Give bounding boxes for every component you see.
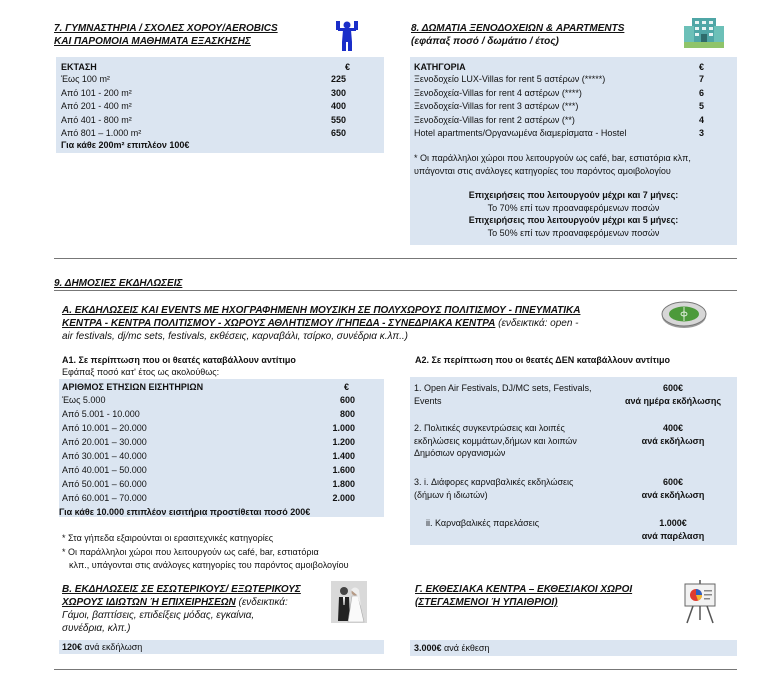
s9a-title-line1: Α. ΕΚΔΗΛΩΣΕΙΣ ΚΑΙ EVENTS ΜΕ ΗΧΟΓΡΑΦΗΜΕΝΗ ΜΟΥΣΙΚΗ ΣΕ ΠΟΛΥΧΩΡΟΥΣ ΠΟΛΙΤΙΣΜΟΥ - ΠΝΕΥΜΑΤΙΚΑ	[62, 305, 581, 316]
a2-item-label: (δήμων ή ιδιωτών)	[414, 489, 488, 500]
s9b-title-line2: ΧΩΡΟΥΣ ΙΔΙΩΤΩΝ Ή ΕΠΙΧΕΙΡΗΣΕΩΝ	[62, 597, 236, 608]
s9b-price-unit: ανά εκδήλωση	[82, 642, 143, 652]
row-label: Ξενοδοχεία-Villas for rent 2 αστέρων (**)	[414, 114, 575, 125]
row-value: 600	[339, 395, 355, 405]
s9c-title-line2: (ΣΤΕΓΑΣΜΕΝΟΙ Ή ΥΠΑΙΘΡΙΟΙ)	[415, 597, 558, 608]
divider	[54, 258, 737, 259]
a2-item-label: Δημόσιων οργανισμών	[414, 448, 506, 458]
row-label: Από 201 - 400 m²	[61, 101, 132, 112]
a2-item-2	[414, 422, 734, 460]
row-label: Ξενοδοχεία-Villas for rent 3 αστέρων (***)	[414, 101, 579, 112]
s9b-extra-line2: (ενδεικτικά:	[235, 597, 288, 608]
s9b-price	[62, 641, 142, 654]
a2-item-unit: ανά ημέρα εκδήλωσης	[624, 395, 722, 406]
a2-item-label: 2. Πολιτικές συγκεντρώσεις και λοιπές	[414, 423, 565, 433]
s9b-extra-line4: συνέδρια, κλπ.)	[62, 623, 131, 634]
table-row	[62, 478, 362, 491]
table-row	[62, 422, 362, 435]
s7-col-value: €	[345, 62, 351, 72]
row-value: 1.800	[332, 479, 355, 489]
s8-op7-text: Το 70% επί των προαναφερόμενων ποσών	[487, 202, 660, 213]
s9c-title	[415, 583, 632, 609]
a1-note2-line1: * Οι παράλληλοι χώροι που λειτουργούν ως café, bar, εστιατόρια	[62, 547, 319, 557]
row-label: Από 801 – 1.000 m²	[61, 128, 142, 139]
a2-item-price	[608, 422, 738, 447]
row-value: 6	[699, 87, 705, 98]
row-value: 400	[331, 101, 347, 112]
s9c-price	[414, 642, 489, 655]
a2-item-label: Events	[414, 395, 442, 406]
fitness-icon	[333, 18, 361, 52]
row-value: 550	[331, 114, 347, 125]
row-label: Από 30.001 – 40.000	[62, 451, 147, 461]
a1-note1: * Στα γήπεδα εξαιρούνται οι ερασιτεχνικές κατηγορίες	[62, 533, 274, 543]
s9b-title	[62, 583, 301, 635]
table-row	[414, 114, 714, 127]
row-label: Hotel apartments/Οργανωμένα διαμερίσματα - Hostel	[414, 128, 627, 139]
s9a-title-line3: air festivals, dj/mc sets, festivals, εκθέσεις, καρναβάλι, τσίρκο, συνέδρια κ.λπ..)	[62, 331, 408, 342]
a1-note2-line2: κλπ., υπάγονται στις ανάλογες κατηγορίες του παρόντος αμοιβολογίου	[69, 559, 349, 570]
a2-item-label: εκδηλώσεις κομμάτων,δήμων και λοιπών	[414, 435, 577, 446]
a1-title: Α1. Σε περίπτωση που οι θεατές καταβάλλουν αντίτιμο	[62, 355, 296, 365]
row-value: 800	[339, 409, 355, 419]
row-label: Ξενοδοχεία-Villas for rent 4 αστέρων (****)	[414, 87, 582, 98]
s8-op5-text: Το 50% επί των προαναφερόμενων ποσών	[487, 227, 660, 238]
a1-subtitle: Εφάπαξ ποσό κατ' έτος ως ακολούθως:	[62, 367, 220, 377]
table-row	[61, 73, 361, 86]
s9c-price-value: 3.000€	[414, 643, 442, 653]
row-value: 1.600	[332, 465, 355, 475]
table-row	[62, 464, 362, 477]
row-label: Από 60.001 – 70.000	[62, 493, 147, 503]
table-row	[414, 73, 714, 86]
row-value: 5	[699, 101, 705, 112]
s8-heading-line2: (εφάπαξ ποσό / δωμάτιο / έτος)	[411, 36, 559, 47]
s9b-title-line1: Β. ΕΚΔΗΛΩΣΕΙΣ ΣΕ ΕΣΩΤΕΡΙΚΟΥΣ/ ΕΞΩΤΕΡΙΚΟΥΣ	[62, 584, 301, 595]
a2-item-value: 600€	[662, 383, 684, 393]
row-value: 1.400	[332, 451, 355, 461]
a2-item-unit: ανά εκδήλωση	[641, 489, 705, 500]
s7-heading-line1: 7. ΓΥΜΝΑΣΤΗΡΙΑ / ΣΧΟΛΕΣ ΧΟΡΟΥ/AEROBICS	[54, 23, 278, 34]
table-row	[62, 408, 362, 421]
presentation-board-icon	[683, 580, 717, 624]
s9a-title	[62, 304, 580, 343]
a2-item-label: ii. Καρναβαλικές παρελάσεις	[426, 518, 540, 528]
a2-item-value: 400€	[662, 423, 684, 433]
a1-note2	[62, 546, 349, 571]
s8-op5-title: Επιχειρήσεις που λειτουργούν μέχρι και 5 μήνες:	[468, 215, 679, 225]
a2-title: Α2. Σε περίπτωση που οι θεατές ΔΕΝ καταβάλλουν αντίτιμο	[415, 355, 671, 365]
a2-item-price	[608, 517, 738, 542]
a2-item-unit: ανά εκδήλωση	[641, 435, 705, 446]
a2-item-unit: ανά παρέλαση	[641, 530, 705, 541]
row-value: 1.000	[332, 423, 355, 433]
stadium-icon	[660, 299, 708, 331]
row-value: 1.200	[332, 437, 355, 447]
s8-note-line1: * Οι παράλληλοι χώροι που λειτουργούν ως café, bar, εστιατόρια κλπ,	[414, 153, 691, 163]
row-label: Από 5.001 - 10.000	[62, 409, 140, 419]
row-label: Ξενοδοχείο LUX-Villas for rent 5 αστέρων (*****)	[414, 74, 606, 84]
a2-item-4	[414, 517, 734, 541]
s9a-title-extra: (ενδεικτικά: open -	[495, 318, 579, 329]
s8-heading	[411, 22, 624, 48]
row-value: 225	[331, 74, 347, 84]
a2-item-label: 3. i. Διάφορες καρναβαλικές εκδηλώσεις	[414, 477, 574, 487]
a2-item-1	[414, 382, 734, 407]
s8-operation-periods	[410, 189, 737, 239]
a2-item-value: 1.000€	[659, 518, 687, 528]
table-row	[62, 492, 362, 505]
row-label: Έως 100 m²	[61, 74, 110, 84]
s7-footer: Για κάθε 200m² επιπλέον 100€	[61, 140, 190, 150]
s7-heading-line2: ΚΑΙ ΠΑΡΟΜΟΙΑ ΜΑΘΗΜΑΤΑ ΕΞΑΣΚΗΣΗΣ	[54, 36, 251, 47]
divider	[54, 669, 737, 670]
s8-note	[414, 152, 691, 177]
s9-heading: 9. ΔΗΜΟΣΙΕΣ ΕΚΔΗΛΩΣΕΙΣ	[54, 278, 183, 289]
table-row	[62, 394, 362, 407]
s8-op7-title: Επιχειρήσεις που λειτουργούν μέχρι και 7 μήνες:	[468, 190, 679, 200]
row-label: Από 101 - 200 m²	[61, 87, 132, 98]
row-label: Από 50.001 – 60.000	[62, 479, 147, 489]
table-row	[62, 450, 362, 463]
a1-col-value: €	[344, 382, 350, 392]
s9a-title-line2: ΚΕΝΤΡΑ - ΚΕΝΤΡΑ ΠΟΛΙΤΙΣΜΟΥ - ΧΩΡΟΥΣ ΑΘΛΗΤΙΣΜΟΥ /ΓΗΠΕΔΑ - ΣΥΝΕΔΡΙΑΚΑ ΚΕΝΤΡΑ	[62, 318, 496, 329]
row-label: Από 401 - 800 m²	[61, 114, 132, 125]
table-row	[414, 100, 714, 113]
s8-col-label: ΚΑΤΗΓΟΡΙΑ	[414, 62, 466, 72]
row-value: 650	[331, 128, 347, 139]
a1-col-label: ΑΡΙΘΜΟΣ ΕΤΗΣΙΩΝ ΕΙΣΗΤΗΡΙΩΝ	[62, 382, 204, 392]
s9c-price-unit: ανά έκθεση	[441, 643, 490, 653]
row-label: Έως 5.000	[62, 395, 106, 405]
row-value: 3	[699, 128, 705, 139]
a2-item-price	[608, 476, 738, 501]
table-row	[61, 100, 361, 113]
row-label: Από 20.001 – 30.000	[62, 437, 147, 447]
a1-footer: Για κάθε 10.000 επιπλέον εισιτήρια προστίθεται ποσό 200€	[59, 507, 311, 517]
row-value: 2.000	[332, 493, 355, 503]
table-row	[61, 114, 361, 127]
row-label: Από 40.001 – 50.000	[62, 465, 147, 475]
a2-item-label: 1. Open Air Festivals, DJ/MC sets, Festivals,	[414, 383, 592, 393]
a2-item-value: 600€	[662, 477, 684, 487]
divider	[54, 290, 737, 291]
table-row	[61, 87, 361, 100]
a2-item-price	[608, 382, 738, 407]
s9b-price-value: 120€	[62, 642, 83, 652]
s8-col-value: €	[699, 62, 705, 72]
wedding-couple-icon	[331, 581, 367, 623]
s8-note-line2: υπάγονται στις ανάλογες κατηγορίες του παρόντος αμοιβολογίου	[414, 165, 671, 176]
row-value: 7	[699, 74, 705, 84]
s7-col-label: ΕΚΤΑΣΗ	[61, 62, 97, 72]
table-row	[414, 87, 714, 100]
s8-heading-line1: 8. ΔΩΜΑΤΙΑ ΞΕΝΟΔΟΧΕΙΩΝ & APARTMENTS	[411, 23, 625, 34]
s7-heading	[54, 22, 278, 48]
s9b-extra-line3: Γάμοι, βαπτίσεις, επιδείξεις μόδας, εγκαίνια,	[62, 610, 255, 621]
table-row	[414, 127, 714, 140]
row-label: Από 10.001 – 20.000	[62, 423, 147, 433]
row-value: 4	[699, 114, 705, 125]
row-value: 300	[331, 87, 347, 98]
hotel-icon	[684, 16, 724, 50]
s9c-title-line1: Γ. ΕΚΘΕΣΙΑΚΑ ΚΕΝΤΡΑ – ΕΚΘΕΣΙΑΚΟΙ ΧΩΡΟΙ	[415, 584, 633, 595]
table-row	[62, 436, 362, 449]
a2-item-3	[414, 476, 734, 501]
